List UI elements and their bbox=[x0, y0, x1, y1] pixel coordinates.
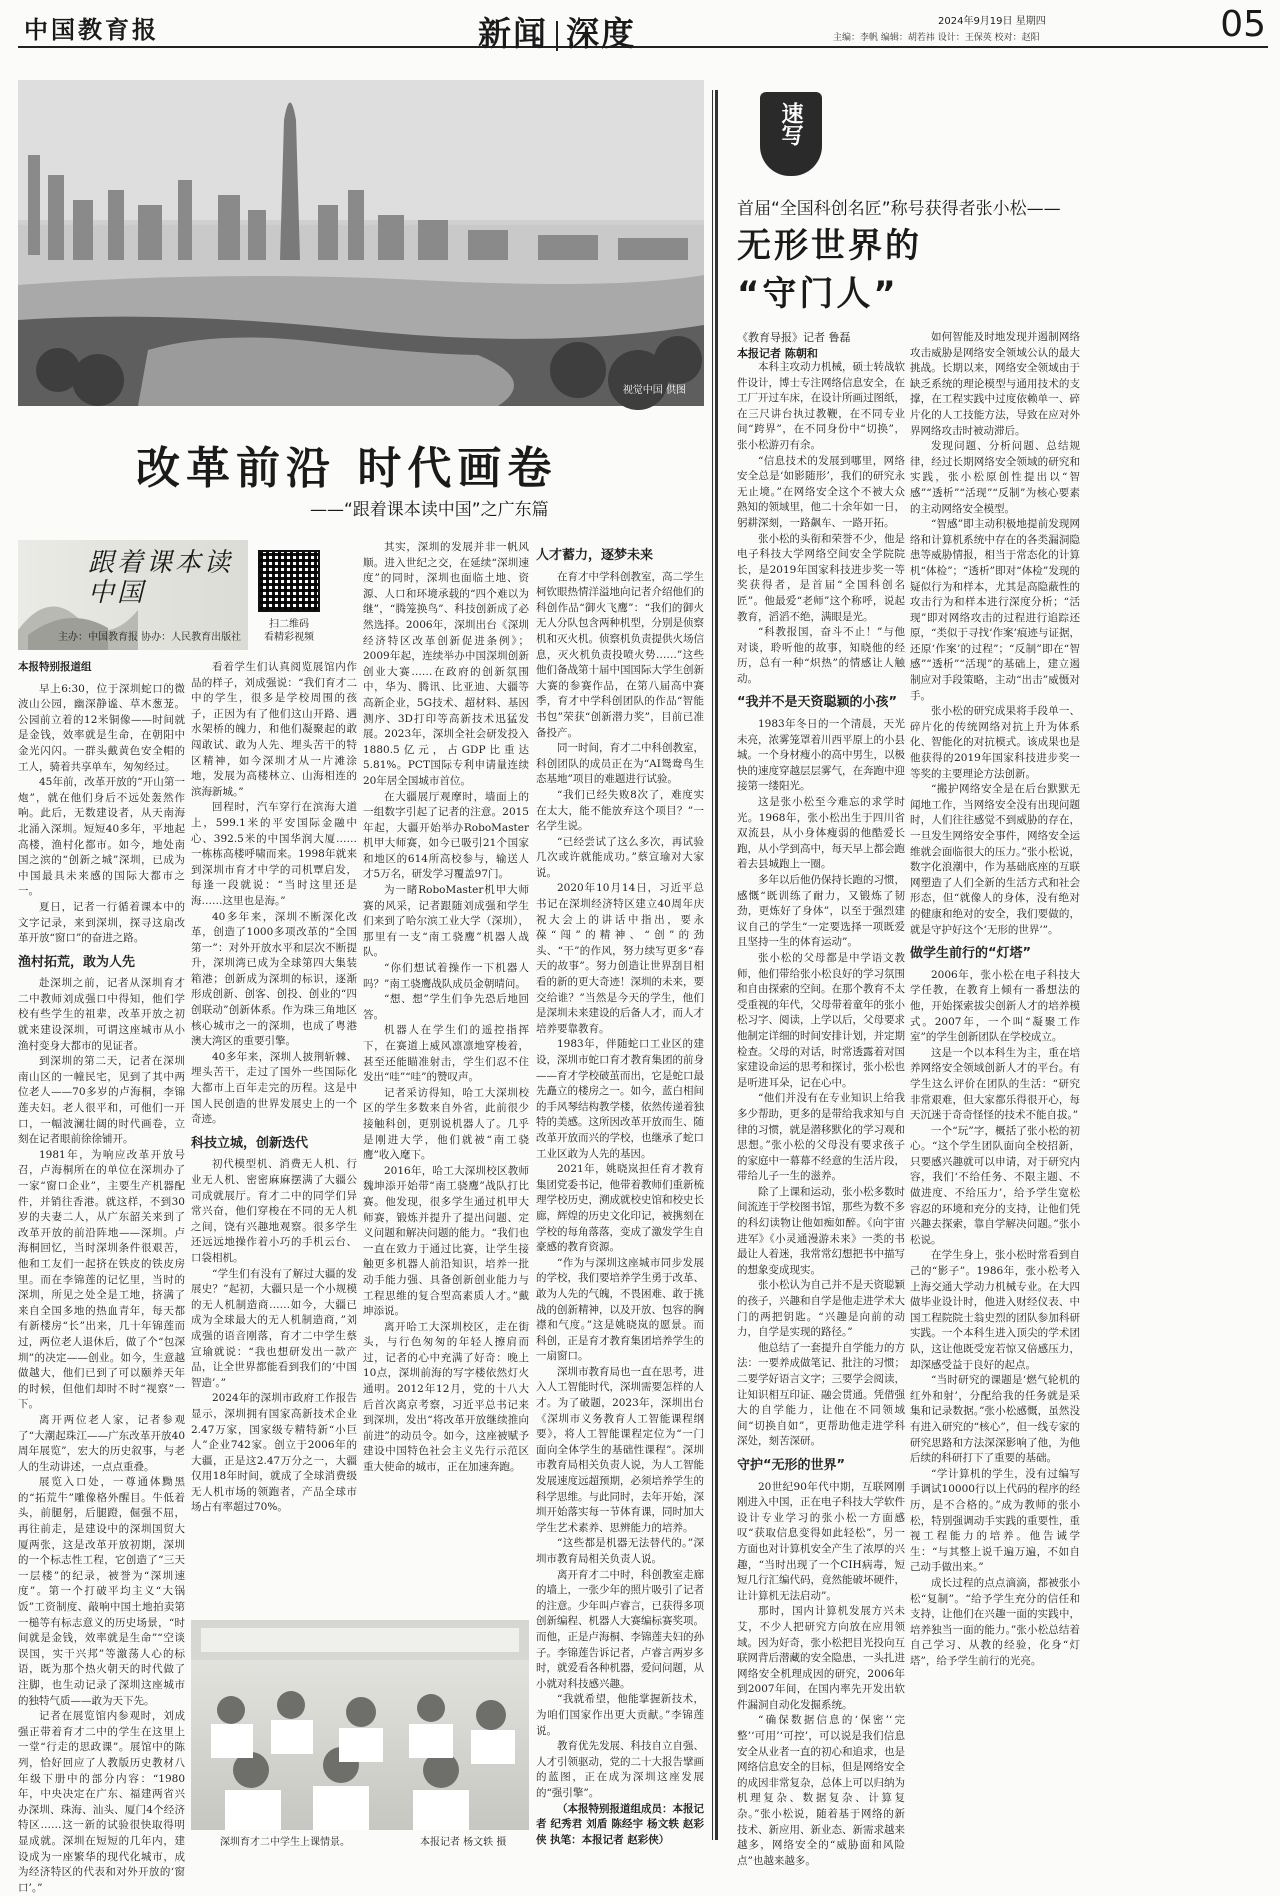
paragraph: 记者采访得知，哈工大深圳校区的学生多数来自外省，此前很少接触科创，更别说机器人了。几乎是刚进大学，他们就被“南工骁鹰”收入麾下。 bbox=[363, 1086, 529, 1162]
paragraph: 张小松的父母都是中学语文教师，他们带给张小松良好的学习氛围和自由探索的空间。在那个教育不太受重视的年代，父母带着童年的张小松习字、阅读，上学以后，父母要求他制定详细的时间安排计划，并定期检查。父母的对话，时常透露着对国家建设命运的思考和探讨，张小松也是听进耳朵，记在心中。 bbox=[737, 951, 905, 1089]
subheading: 渔村拓荒，敢为人先 bbox=[18, 954, 136, 970]
paragraph: “你们想试着操作一下机器人吗？”南工骁鹰战队成员金朝晴问。 bbox=[363, 962, 529, 990]
headline-line-1: 无形世界的 bbox=[737, 226, 922, 266]
feature-column-3 bbox=[363, 540, 529, 1610]
banner-title: 跟着课本读中国 bbox=[88, 548, 234, 608]
paragraph: 那时，国内计算机发展方兴未艾，不少人把研究方向放在应用领域。因为好奇，张小松把目光投向互联网背后潜藏的安全隐患，一头扎进网络安全机理成因的研究，2006年到2007年间，在国内率先开发出软件漏洞自动化发掘系统。 bbox=[737, 1605, 905, 1711]
paragraph: 他总结了一套提升自学能力的方法：一要养成做笔记、批注的习惯；二要学好语言文字；三要学会阅读，让知识相互印证、融会贯通。凭借强大的自学能力，让他在不同领域间“切换自如”，更帮助他走进学科深处，刻苦深研。 bbox=[737, 1341, 905, 1448]
paragraph: 发现问题、分析问题、总结规律，经过长期网络安全领域的研究和实践，张小松原创性提出以“智感”“透析”“活现”“反制”为核心要素的主动网络安全模型。 bbox=[910, 440, 1080, 515]
paragraph: 除了上课和运动，张小松多数时间流连于学校图书馆，那些为数不多的科幻读物让他如痴如醉。《向宇宙进军》《小灵通漫游未来》一类的书最让人着迷，我常常幻想把书中描写的想象变成现实。 bbox=[737, 1185, 905, 1276]
seal-text: 速写 bbox=[778, 102, 804, 146]
paragraph: 记者在展览馆内参观时，刘成强正带着育才二中的学生在这里上一堂“行走的思政课”。展馆中的陈列，恰好回应了人教版历史教材八年级下册中的部分内容：“1980年，中央决定在广东、福建两省兴办深圳、珠海、汕头、厦门4个经济特区……这一新的试验很快取得明显成就。深圳在短短的几年内，建设成为一座繁华的现代化城市，成为经济特区的代表和对外开放的‘窗口’。” bbox=[18, 1710, 185, 1894]
paragraph: 这是一个以本科生为主，重在培养网络安全领域创新人才的平台。有学生这么评价在团队的生活：“研究非常艰难，但大家都乐得很开心，每天沉迷于奇奇怪怪的技术不能自拔。” bbox=[910, 1046, 1080, 1122]
paragraph: “信息技术的发展到哪里，网络安全总是‘如影随形’，我们的研究永无止境。”在网络安全这个不被大众熟知的领域里，他二十余年如一日，躬耕深刻，一路飙车、一路开拓。 bbox=[737, 454, 905, 529]
feature-column-1 bbox=[18, 660, 185, 1894]
paragraph: 早上6:30，位于深圳蛇口的微波山公园，幽深静谧、草木葱茏。公园前立着的12米铜像——时间就是金钱，效率就是生命，在朝阳中金光闪闪。一群头戴黄色安全帽的工人，骑着共享单车，匆匆经过。 bbox=[18, 682, 185, 773]
masthead bbox=[18, 4, 1268, 53]
feature-column-4 bbox=[536, 540, 704, 1846]
paragraph: “作为与深圳这座城市同步发展的学校，我们要培养学生勇于改革、敢为人先的气魄，不畏困难、敢于挑战的创新精神，以及开放、包容的胸襟和气度。”这是姚晓岚的愿景。而科创，正是育才教育集团培养学生的一扇窗口。 bbox=[536, 1256, 704, 1363]
paragraph: 离开两位老人家，记者参观了“大潮起珠江——广东改革开放40周年展览”，宏大的历史叙事，与老人的生动讲述，一点点重叠。 bbox=[18, 1413, 185, 1473]
sidebar-headline bbox=[737, 222, 922, 318]
qr-label: 扫二维码 看精彩视频 bbox=[264, 619, 314, 643]
paragraph: “他们并没有在专业知识上给我多少帮助，更多的是带给我求知与自律的习惯，就是潜移默化的学习观和思想。”张小松的父母没有要求孩子的家庭中一幕幕不经意的生活片段，带给儿子一生的滋养。 bbox=[737, 1092, 905, 1183]
paragraph: 其实，深圳的发展并非一帆风顺。进入世纪之交，在延续“深圳速度”的同时，深圳也面临土地、资源、人口和环境承载的“四个难以为继”，“腾笼换鸟”、科技创新成了必然选择。2006年，深圳出台《深圳经济特区改革创新促进条例》；2009年起，连续举办中国深圳创新创业大赛……在政府的创新氛围中，华为、腾讯、比亚迪、大疆等高新企业，5G技术、超材料、基因测序、3D打印等高新技术迅猛发展。2023年，深圳全社会研发投入1880.5亿元，占GDP比重达5.81%。PCT国际专利申请量连续20年居全国城市首位。 bbox=[363, 541, 529, 787]
paragraph: 2024年的深圳市政府工作报告显示，深圳拥有国家高新技术企业2.47万家，国家级专精特新“小巨人”企业742家。创立于2006年的大疆，正是这2.47万分之一，大疆仅用18年时间，就成了全球消费级无人机市场的领跑者，产品全球市场占有率超过70%。 bbox=[191, 1392, 357, 1514]
paragraph: 1981年，为响应改革开放号召，卢海桐所在的单位在深圳办了一家“窗口企业”，主要生产机器配件，并销往香港。就这样，不到30岁的夫妻二人，从广东韶关来到了改革开放的前沿阵地——深圳。卢海桐回忆，当时深圳条件很艰苦，他和工友们一起挤在铁皮的铁皮房里。而在李锦莲的记忆里，当时的深圳，所见之处全是工地，挤满了来自全国多地的热血青年，每天都有新楼房“长”出来，几十年锦莲而过，两位老人退休后，做了个“包深圳”的决定——创业。如今，生意越做越大，他们已到了可以颐养天年的时候，但他们却时不时“视察”一下。 bbox=[18, 1148, 185, 1411]
paragraph: 张小松的研究成果将手段单一、碎片化的传统网络对抗上升为体系化、智能化的对抗模式。该成果也是他获得的2019年国家科技进步奖一等奖的主要理论方法创新。 bbox=[910, 705, 1080, 780]
subheading: 守护“无形的世界” bbox=[737, 1457, 846, 1473]
editor-credits: 主编：李帆 编辑：胡若祎 设计：王保英 校对：赵阳 bbox=[833, 33, 1040, 43]
sidebar-column-2 bbox=[910, 330, 1080, 1840]
paragraph: 夏日，记者一行循着课本中的文字记录，来到深圳，探寻这扇改革开放“窗口”的奋进之路。 bbox=[18, 900, 185, 945]
paragraph: “我就希望，他能掌握新技术，为咱们国家作出更大贡献。”李锦莲说。 bbox=[536, 1693, 704, 1737]
classroom-illustration bbox=[191, 1620, 529, 1830]
paragraph: 40多年来，深圳不断深化改革，创造了1000多项改革的“全国第一”：对外开放水平和层次不断提升，深圳湾已成为全球第四大集装箱港；创新成为深圳的标识，逐渐形成创新、创客、创投、创业的“四创联动”创新体系。作为珠三角地区核心城市之一的深圳，也成了粤港澳大湾区的重要引擎。 bbox=[191, 910, 357, 1048]
paragraph: 到深圳的第二天，记者在深圳南山区的一幢民宅，见到了其中两位老人——70多岁的卢海桐，李锦莲夫妇。老人很平和，可他们一开口，一幅波澜壮阔的时代画卷，立刻在记者眼前徐徐铺开。 bbox=[18, 1055, 185, 1146]
paragraph: 回程时，汽车穿行在滨海大道上，599.1米的平安国际金融中心、392.5米的中国华润大厦……一栋栋高楼呼啸而来。1998年就来到深圳市育才中学的司机覃启发，每逢一段就说：“当时这里还是海……这里也是海。” bbox=[191, 801, 357, 907]
paragraph: 2016年，哈工大深圳校区教师魏坤添开始带“南工骁鹰”战队打比赛。他发现，很多学生通过机甲大师赛，锻炼并提升了提出问题、定义问题和解决问题的能力。“我们也一直在致力于通过比赛，让学生接触更多机器人前沿知识，培养一批动手能力强、具备创新创业能力与工程思维的复合型高素质人才。”戴坤添说。 bbox=[363, 1164, 529, 1318]
section-news: 新闻 bbox=[478, 14, 548, 53]
skyline-illustration bbox=[18, 80, 704, 406]
paragraph: 如何智能及时地发现并遏制网络攻击威胁是网络安全领域公认的最大挑战。长期以来，网络安全领域由于缺乏系统的理论模型与通用技术的支撑，在工程实践中过度依赖单一、碎片化的人工技能方法，导致在应对外界网络攻击时被动滞后。 bbox=[910, 331, 1080, 437]
page-number: 05 bbox=[1220, 4, 1266, 45]
paragraph: 1983年冬日的一个清晨，天光未亮，浓雾笼罩着川西平原上的小县城。一个身材瘦小的高中男生，以极快的速度穿越层层雾气，在奔跑中迎接第一缕阳光。 bbox=[737, 718, 905, 793]
paragraph: 初代模型机、消费无人机、行业无人机、密密麻麻摆满了大疆公司成就展厅。育才二中的同学们异常兴奋，他们穿梭在不同的无人机之间，饶有兴趣地观察。很多学生还远远地操作着小巧的手机云台、口袋相机。 bbox=[191, 1158, 357, 1264]
paragraph: 张小松认为自己并不是天资聪颖的孩子，兴趣和自学是他走进学术大门的两把钥匙。“兴趣是向前的动力，自学是实现的路径。” bbox=[737, 1279, 905, 1339]
paragraph: 为一睹RoboMaster机甲大师赛的风采，记者跟随刘成强和学生们来到了哈尔滨工业大学（深圳），那里有一支“南工骁鹰”机器人战队。 bbox=[363, 884, 529, 959]
feature-subtitle: ——“跟着课本读中国”之广东篇 bbox=[310, 500, 549, 520]
subheading: 科技立城，创新迭代 bbox=[191, 1135, 309, 1151]
column-rule bbox=[712, 90, 718, 1840]
paragraph: 2021年，姚晓岚担任育才教育集团党委书记，他带着教师们重新梳理学校历史，溯成就校史馆和校史长廊，辉煌的历史文化印记，被携刻在学校的每角落落，变成了激发学生自豪感的教育资源。 bbox=[536, 1163, 704, 1254]
paper-name: 中国教育报 bbox=[24, 15, 159, 44]
paragraph: 离开育才二中时，科创教室走廊的墙上，一张少年的照片吸引了记者的注意。少年叫卢睿言，已获得多项创新编程、机器人大赛编标赛奖项。而他，正是卢海桐、李锦莲夫妇的孙子。李锦莲告诉记者，卢睿言两岁多时，就爱看各种机器，爱问问题，从小就对科技感兴趣。 bbox=[536, 1568, 704, 1690]
subheading: 人才蓄力，逐梦未来 bbox=[536, 548, 654, 563]
paragraph: 赴深圳之前，记者从深圳育才二中教师刘成强口中得知，他们学校有些学生的祖辈，改革开放之初就来建设深圳，可谓这座城市从小渔村变身大都市的见证者。 bbox=[18, 977, 185, 1052]
paragraph: “我们已经失败8次了，难度实在太大，能不能放弃这个项目？”一名学生说。 bbox=[536, 788, 704, 833]
feature-title: 改革前沿 时代画卷 bbox=[136, 443, 558, 494]
paragraph: 一个“玩”字，概括了张小松的初心。“这个学生团队面向全校招新，只要感兴趣就可以申请，对于研究内容，我们‘不给任务、不限主题、不做进度、不给压力’，给予学生宽松容忍的环境和充分的支持，让他们凭兴趣去探索，靠自学解决问题。”张小松说。 bbox=[910, 1124, 1080, 1246]
feature-byline: 本报特别报道组 bbox=[18, 661, 92, 673]
paragraph: “想、想”学生们争先恐后地回答。 bbox=[363, 993, 529, 1021]
paragraph: “当时研究的课题是‘燃气轮机的红外和射’，分配给我的任务就是采集和记录数据。”张小松感慨，虽然没有进入研究的“核心”，但一线专家的研究思路和方法深深影响了他，为他后续的科研打下了重要的基础。 bbox=[910, 1374, 1080, 1465]
paragraph: 本科主攻动力机械，硕士转战软件设计，博士专注网络信息安全，在工厂开过车床，在设计所画过图纸，在三尺讲台执过教鞭，在不同专业间“跨界”，在不同身份中“切换”，张小松游刃有余。 bbox=[737, 361, 905, 451]
paragraph: 深圳市教育局也一直在思考，进入人工智能时代，深圳需要怎样的人才。为了破题，2023年，深圳出台《深圳市义务教育人工智能课程纲要》，将人工智能课程定位为“一门面向全体学生的基础性课程”。深圳市教育局相关负责人说，为人工智能发展速度远超预期，必须培养学生的科学思维。与此同时，去年开始，深圳开始落实每一节体育课，同时加大学生艺术素养、思辨能力的培养。 bbox=[536, 1365, 704, 1534]
banner-host: 主办：中国教育报 协办：人民教育出版社 bbox=[58, 632, 242, 643]
paragraph: “科教报国，奋斗不止！”与他对谈，聆听他的故事，知晓他的经历，总有一种“炽热”的情感让人触动。 bbox=[737, 626, 905, 685]
paragraph: 20世纪90年代中期，互联网刚刚进入中国，正在电子科技大学软件设计专业学习的张小松一方面感叹“获取信息变得如此轻松”，另一方面也对计算机安全产生了浓厚的兴趣，“当时出现了一个CIH病毒，短短几行汇编代码，竟然能破坏硬件，让计算机无法启动”。 bbox=[737, 1480, 905, 1602]
paragraph: 这是张小松至今难忘的求学时光。1968年，张小松出生于四川省双流县，从小身体瘦弱的他酷爱长跑，从小学到高中，每天早上都会跑着去县城跑上一圈。 bbox=[737, 796, 905, 871]
qr-code-icon[interactable] bbox=[258, 550, 320, 612]
paragraph: 1983年，伴随蛇口工业区的建设，深圳市蛇口育才教育集团的前身——育才学校破茧而出，它是蛇口最先矗立的楼房之一。如今，蓝白相间的手风琴结构教学楼，依然传递着独特的美感。这所因改革开放而生、随改革开放而兴的学校，也继承了蛇口工业区敢为人先的基因。 bbox=[536, 1038, 704, 1160]
paragraph: 展览入口处，一尊通体黝黑的“拓荒牛”雕像格外醒目。牛低着头，前腿躬，后腿蹬，倔强不屈，再往前走，是建设中的深圳国贸大厦两张，这是改革开放初期，深圳的一个标志性工程，它创造了“三天一层楼”的纪录，被誉为“深圳速度”。第一个打破平均主义“大锅饭”工资制度、敲响中国土地拍卖第一槌等有标志意义的历史场景，“时间就是金钱，效率就是生命”“空谈误国，实干兴邦”等激荡人心的标语，既为那个热火朝天的时代做了注脚，也生动记录了深圳这座城市的独特气质——敢为天下先。 bbox=[18, 1476, 185, 1707]
paragraph: “搬护网络安全是在后台默默无闻地工作，当网络安全没有出现问题时，人们往往感觉不到威胁的存在，一旦发生网络安全事件，网络安全运维就会面临很大的压力。”张小松说，数字化浪潮中，作为基础底座的互联网塑造了人们全新的生活方式和社会形态，但“就像人的身体，没有绝对的健康和绝对的安全，我们要做的，就是守护好这个‘无形的世界’”。 bbox=[910, 783, 1080, 936]
paragraph: “学计算机的学生，没有过编写手调试10000行以上代码的程序的经历，是不合格的。”成为教师的张小松，特别强调动手实践的重要性，重视工程能力的培养。他告诫学生：“与其整上说千遍万遍，不如自己动手做出来。” bbox=[910, 1467, 1080, 1574]
sidebar-kicker: 首届“全国科创名匠”称号获得者张小松—— bbox=[737, 199, 1061, 219]
paragraph: 45年前，改革开放的“开山第一炮”，就在他们身后不远处轰然作响。此后，无数建设者，从天南海北涌入深圳。短短40多年，平地起高楼，渔村化都市。如今，地处南国之滨的“创新之城”深圳，已成为中国最具未来感的国际大都市之一。 bbox=[18, 776, 185, 898]
paragraph: “确保数据信息的‘保密’‘完整’‘可用’‘可控’，可以说是我们信息安全从业者一直的初心和追求，也是网络信息安全的目标，但是网络安全的成因非常复杂，总体上可以归纳为机理复杂、数据复杂、计算复杂。”张小松说，随着基于网络的新技术、新应用、新业态、新需求越来越多，网络安全的“威胁面和风险点”也越来越多。 bbox=[737, 1714, 905, 1867]
subheading: “我并不是天资聪颖的小孩” bbox=[737, 695, 898, 711]
subheading: 做学生前行的“灯塔” bbox=[910, 946, 1032, 962]
paragraph: 张小松的头衔和荣誉不少，他是电子科技大学网络空间安全学院院长，是2019年国家科技进步奖一等奖获得者，是首届“全国科创名匠”。他最爱“老师”这个称呼，说起教育，滔滔不绝，满眼是光。 bbox=[737, 532, 905, 623]
paragraph: 在大疆展厅观摩时，墙面上的一组数字引起了记者的注意。2015年起，大疆开始举办RoboMaster机甲大师赛，如今已吸引21个国家和地区的614所高校参与，输送人才5万名，研发学习覆盖97门。 bbox=[363, 790, 529, 881]
section-tag bbox=[478, 8, 636, 55]
paragraph: 多年以后他仍保持长跑的习惯，感慨“既训练了耐力，又锻炼了韧劲，更炼好了身体”，以至于强烈建议自己的学生“一定要选择一项既爱且坚持一生的体育运动”。 bbox=[737, 874, 905, 949]
paragraph: 成长过程的点点滴滴，都被张小松“复制”。“给予学生充分的信任和支持，让他们在兴趣一面的实践中，培养独当一面的能力。”张小松总结着自己学习、从教的经验，化身“灯塔”，给予学生前行的光亮。 bbox=[910, 1576, 1080, 1667]
paragraph: 2020年10月14日，习近平总书记在深圳经济特区建立40周年庆祝大会上的讲话中指出，要永葆“闯”的精神、“创”的劲头、“干”的作风，努力续写更多“春天的故事”。努力创造让世界刮目相看的新的更大奇迹！深圳的未来，要交给谁？”当然是今天的学生，他们是深圳未来建设的后备人才，而人才培养要靠教育。 bbox=[536, 882, 704, 1035]
paragraph: 40多年来，深圳人披荆斩棘、埋头苦干，走过了国外一些国际化大都市上百年走完的历程。这是中国人民创造的世界发展史上的一个奇迹。 bbox=[191, 1050, 357, 1126]
paragraph: 离开哈工大深圳校区，走在街头，与行色匆匆的年轻人擦肩而过，记者的心中充满了好奇：晚上10点，深圳前海的写字楼依然灯火通明。2012年12月，党的十八大后首次离京考察，习近平总书记来到深圳，发出“将改革开放继续推向前进”的动员令。如今，这座被赋予建设中国特色社会主义先行示范区重大使命的城市，正在加速奔跑。 bbox=[363, 1320, 529, 1474]
paragraph: 同一时间，育才二中科创教室，科创团队的成员正在为“AI鸳鸯鸟生态基地”项目的难题进行试验。 bbox=[536, 742, 704, 786]
paragraph: 看着学生们认真阅览展馆内作品的样子，刘成强说：“我们育才二中的学生，很多是学校周围的孩子，正因为有了他们这山开路、遇水架桥的魄力，和他们凝聚起的敢闯敢试、敢为人先、埋头苦干的特区精神，如今深圳才从一片滩涂地，发展为高楼林立、山海相连的滨海新城。” bbox=[191, 661, 357, 798]
paragraph: 教育优先发展、科技自立自强、人才引领驱动，党的二十大报告擘画的蓝图，正在成为深圳这座发展的“强引擎”。 bbox=[536, 1740, 704, 1799]
paragraph: 在育才中学科创教室，高二学生柯钦眼热情洋溢地向记者介绍他们的科创作品“御火飞鹰”：“我们的御火无人分队包含两种机型，分别是侦察机和灭火机。侦察机负责提供火场信息，灭火机负责投喷火势……”这些他们备战第十届中国国际大学生创新大赛的参赛作品，在第八届高中赛季，育才中学科创团队的作品“智能书包”荣获“创新潜力奖”，目前已准备投产。 bbox=[536, 570, 704, 739]
section-divider bbox=[556, 21, 558, 51]
paragraph: “这些都是机器无法替代的。”深圳市教育局相关负责人说。 bbox=[536, 1537, 704, 1565]
byline-1: 《教育导报》记者 鲁磊 bbox=[737, 331, 851, 344]
sidebar-byline bbox=[737, 330, 851, 362]
hero-photo-credit: 视觉中国 供图 bbox=[622, 385, 686, 396]
hero-photo bbox=[18, 80, 704, 406]
byline-2: 本报记者 陈朝和 bbox=[737, 347, 818, 360]
classroom-photo bbox=[191, 1620, 529, 1830]
paragraph: 2006年，张小松在电子科技大学任教，在教育上倾有一番想法的他，开始探索拔尖创新人才的培养模式。2007年，一个叫“凝聚工作室”的学生创新团队在学校成立。 bbox=[910, 968, 1080, 1044]
headline-line-2: “守门人” bbox=[737, 274, 899, 314]
classroom-photo-credit: 本报记者 杨文轶 摄 bbox=[420, 1837, 507, 1848]
sidebar-column-1 bbox=[737, 360, 905, 1867]
paragraph: “学生们有没有了解过大疆的发展史？”起初，大疆只是一个小规模的无人机制造商……如今，大疆已成为全球最大的无人机制造商，”刘成强的语音刚落，育才二中学生蔡宣瑜就说：“我也想研发出一款产品，让全世界都能看到我们的‘中国智造’。” bbox=[191, 1267, 357, 1389]
paragraph: 机器人在学生们的遥控指挥下，在赛道上威风凛凛地穿梭着，甚至还能瞄准射击，学生们忍不住发出“哇”“哇”的赞叹声。 bbox=[363, 1024, 529, 1084]
section-depth: 深度 bbox=[566, 14, 636, 53]
paragraph: 在学生身上，张小松时常看到自己的“影子”。1986年，张小松考入上海交通大学动力机械专业。在大四做毕业设计时，他进入财经仪表、中国工程院院士翁史烈的团队参加科研实践。一个本科生进入顶尖的学术团队，这让他既受宠若惊又倍感压力，却深感受益于良好的起点。 bbox=[910, 1249, 1080, 1371]
paragraph: “智感”即主动积极地提前发现网络和计算机系统中存在的各类漏洞隐患等威胁情报，相当于常态化的计算机“体检”；“透析”即对“体检”发现的疑似行为和样本，尤其是高隐蔽性的攻击行为和样本进行深度分析；“活现”即对网络攻击的过程进行追踪还原，“类似于寻找‘作案’痕迹与证据，还原‘作案’的过程”；“反制”即在“智感”“透析”“活现”的基础上，建立遏制应对手段策略，主动“出击”威慑对手。 bbox=[910, 518, 1080, 702]
paragraph: “已经尝试了这么多次，再试验几次或许就能成功。”蔡宣瑜对大家说。 bbox=[536, 835, 704, 879]
column-banner bbox=[18, 540, 248, 650]
issue-date: 2024年9月19日 星期四 bbox=[938, 16, 1046, 27]
feature-column-2 bbox=[191, 660, 357, 1610]
team-credit: （本报特别报道组成员：本报记者 纪秀君 刘盾 陈经宇 杨文轶 赵彩侠 执笔：本报记者 赵彩侠） bbox=[536, 1802, 704, 1846]
sketch-seal bbox=[760, 92, 822, 176]
classroom-photo-caption: 深圳育才二中学生上课情景。 bbox=[220, 1837, 350, 1848]
